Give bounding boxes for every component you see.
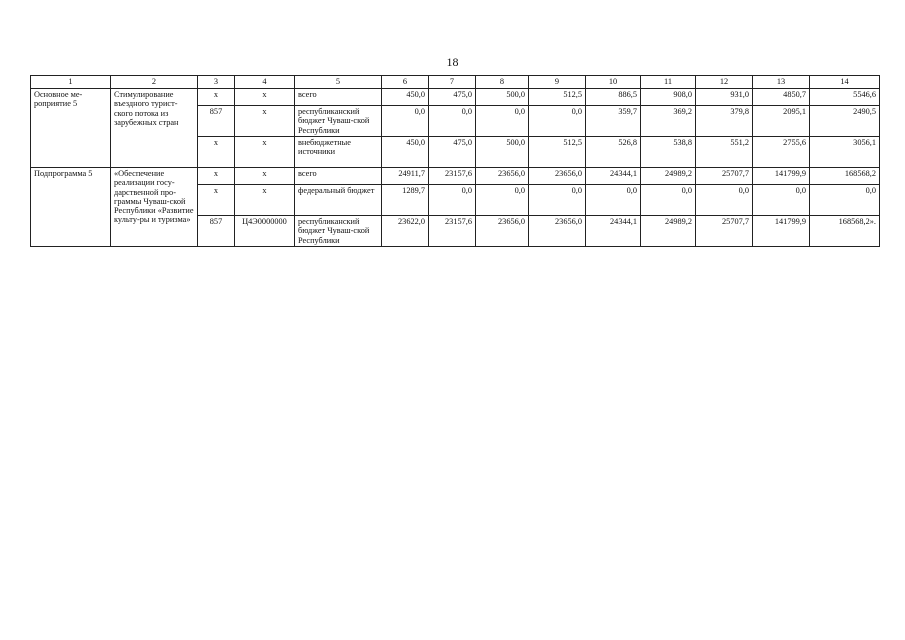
column-header: 2 bbox=[111, 76, 198, 89]
cell-value: 475,0 bbox=[429, 137, 476, 168]
cell-value: 931,0 bbox=[696, 89, 753, 106]
cell-source: республиканский бюджет Чуваш-ской Республики bbox=[295, 216, 382, 247]
cell-grbs: x bbox=[198, 89, 235, 106]
cell-value: 24911,7 bbox=[382, 168, 429, 185]
cell-value: 23622,0 bbox=[382, 216, 429, 247]
cell-value: 24989,2 bbox=[641, 216, 696, 247]
column-header: 14 bbox=[810, 76, 880, 89]
cell-value: 23656,0 bbox=[476, 168, 529, 185]
cell-value: 526,8 bbox=[586, 137, 641, 168]
column-header: 8 bbox=[476, 76, 529, 89]
cell-value: 886,5 bbox=[586, 89, 641, 106]
cell-value: 141799,9 bbox=[753, 216, 810, 247]
cell-value: 24989,2 bbox=[641, 168, 696, 185]
table-row bbox=[31, 168, 880, 185]
cell-source: федеральный бюджет bbox=[295, 185, 382, 216]
cell-value: 512,5 bbox=[529, 89, 586, 106]
cell-value: 0,0 bbox=[429, 106, 476, 137]
cell-value: 141799,9 bbox=[753, 168, 810, 185]
cell-value: 24344,1 bbox=[586, 216, 641, 247]
cell-value: 369,2 bbox=[641, 106, 696, 137]
cell-value: 23656,0 bbox=[529, 168, 586, 185]
cell-value: 450,0 bbox=[382, 137, 429, 168]
page-number: 18 bbox=[446, 55, 459, 69]
cell-value: 3056,1 bbox=[810, 137, 880, 168]
column-header: 3 bbox=[198, 76, 235, 89]
cell-kbk: x bbox=[235, 137, 295, 168]
budget-table bbox=[30, 75, 880, 247]
cell-source: республиканский бюджет Чуваш-ской Республики bbox=[295, 106, 382, 137]
cell-value: 25707,7 bbox=[696, 216, 753, 247]
cell-grbs: 857 bbox=[198, 106, 235, 137]
cell-grbs: x bbox=[198, 185, 235, 216]
column-header: 1 bbox=[31, 76, 111, 89]
column-header: 5 bbox=[295, 76, 382, 89]
cell-grbs: 857 bbox=[198, 216, 235, 247]
cell-value: 0,0 bbox=[382, 106, 429, 137]
cell-value: 0,0 bbox=[529, 106, 586, 137]
cell-value: 25707,7 bbox=[696, 168, 753, 185]
cell-value: 538,8 bbox=[641, 137, 696, 168]
cell-grbs: x bbox=[198, 168, 235, 185]
cell-value: 512,5 bbox=[529, 137, 586, 168]
cell-value: 0,0 bbox=[810, 185, 880, 216]
program-name-cell: Подпрограмма 5 bbox=[31, 168, 111, 247]
column-header: 7 bbox=[429, 76, 476, 89]
cell-value: 0,0 bbox=[641, 185, 696, 216]
cell-value: 0,0 bbox=[429, 185, 476, 216]
cell-value: 0,0 bbox=[696, 185, 753, 216]
cell-kbk: x bbox=[235, 89, 295, 106]
cell-value: 24344,1 bbox=[586, 168, 641, 185]
cell-value: 4850,7 bbox=[753, 89, 810, 106]
column-header: 10 bbox=[586, 76, 641, 89]
cell-source: внебюджетные источники bbox=[295, 137, 382, 168]
cell-value: 379,8 bbox=[696, 106, 753, 137]
cell-value: 0,0 bbox=[529, 185, 586, 216]
column-header: 12 bbox=[696, 76, 753, 89]
program-title-cell: «Обеспечение реализации госу-дарственной про-граммы Чуваш-ской Республики «Развитие культу-ры и туризма» bbox=[111, 168, 198, 247]
column-header: 4 bbox=[235, 76, 295, 89]
column-header: 13 bbox=[753, 76, 810, 89]
column-header: 6 bbox=[382, 76, 429, 89]
cell-value: 23157,6 bbox=[429, 168, 476, 185]
cell-value: 0,0 bbox=[586, 185, 641, 216]
column-header: 11 bbox=[641, 76, 696, 89]
cell-kbk: Ц4Э0000000 bbox=[235, 216, 295, 247]
header-row bbox=[31, 76, 880, 89]
cell-value: 168568,2 bbox=[810, 168, 880, 185]
program-name-cell: Основное ме-роприятие 5 bbox=[31, 89, 111, 168]
cell-value: 1289,7 bbox=[382, 185, 429, 216]
cell-value: 23656,0 bbox=[476, 216, 529, 247]
cell-value: 2095,1 bbox=[753, 106, 810, 137]
table-row bbox=[31, 89, 880, 106]
cell-source: всего bbox=[295, 89, 382, 106]
cell-value: 359,7 bbox=[586, 106, 641, 137]
cell-value: 168568,2». bbox=[810, 216, 880, 247]
cell-grbs: x bbox=[198, 137, 235, 168]
cell-value: 2490,5 bbox=[810, 106, 880, 137]
cell-value: 0,0 bbox=[476, 185, 529, 216]
cell-kbk: x bbox=[235, 168, 295, 185]
cell-value: 0,0 bbox=[753, 185, 810, 216]
cell-value: 23157,6 bbox=[429, 216, 476, 247]
cell-value: 551,2 bbox=[696, 137, 753, 168]
cell-kbk: x bbox=[235, 106, 295, 137]
column-header: 9 bbox=[529, 76, 586, 89]
cell-source: всего bbox=[295, 168, 382, 185]
cell-value: 23656,0 bbox=[529, 216, 586, 247]
cell-value: 450,0 bbox=[382, 89, 429, 106]
cell-value: 500,0 bbox=[476, 89, 529, 106]
program-title-cell: Стимулирование въездного турист-ского потока из зарубежных стран bbox=[111, 89, 198, 168]
cell-kbk: x bbox=[235, 185, 295, 216]
cell-value: 475,0 bbox=[429, 89, 476, 106]
cell-value: 5546,6 bbox=[810, 89, 880, 106]
cell-value: 2755,6 bbox=[753, 137, 810, 168]
cell-value: 500,0 bbox=[476, 137, 529, 168]
cell-value: 908,0 bbox=[641, 89, 696, 106]
cell-value: 0,0 bbox=[476, 106, 529, 137]
